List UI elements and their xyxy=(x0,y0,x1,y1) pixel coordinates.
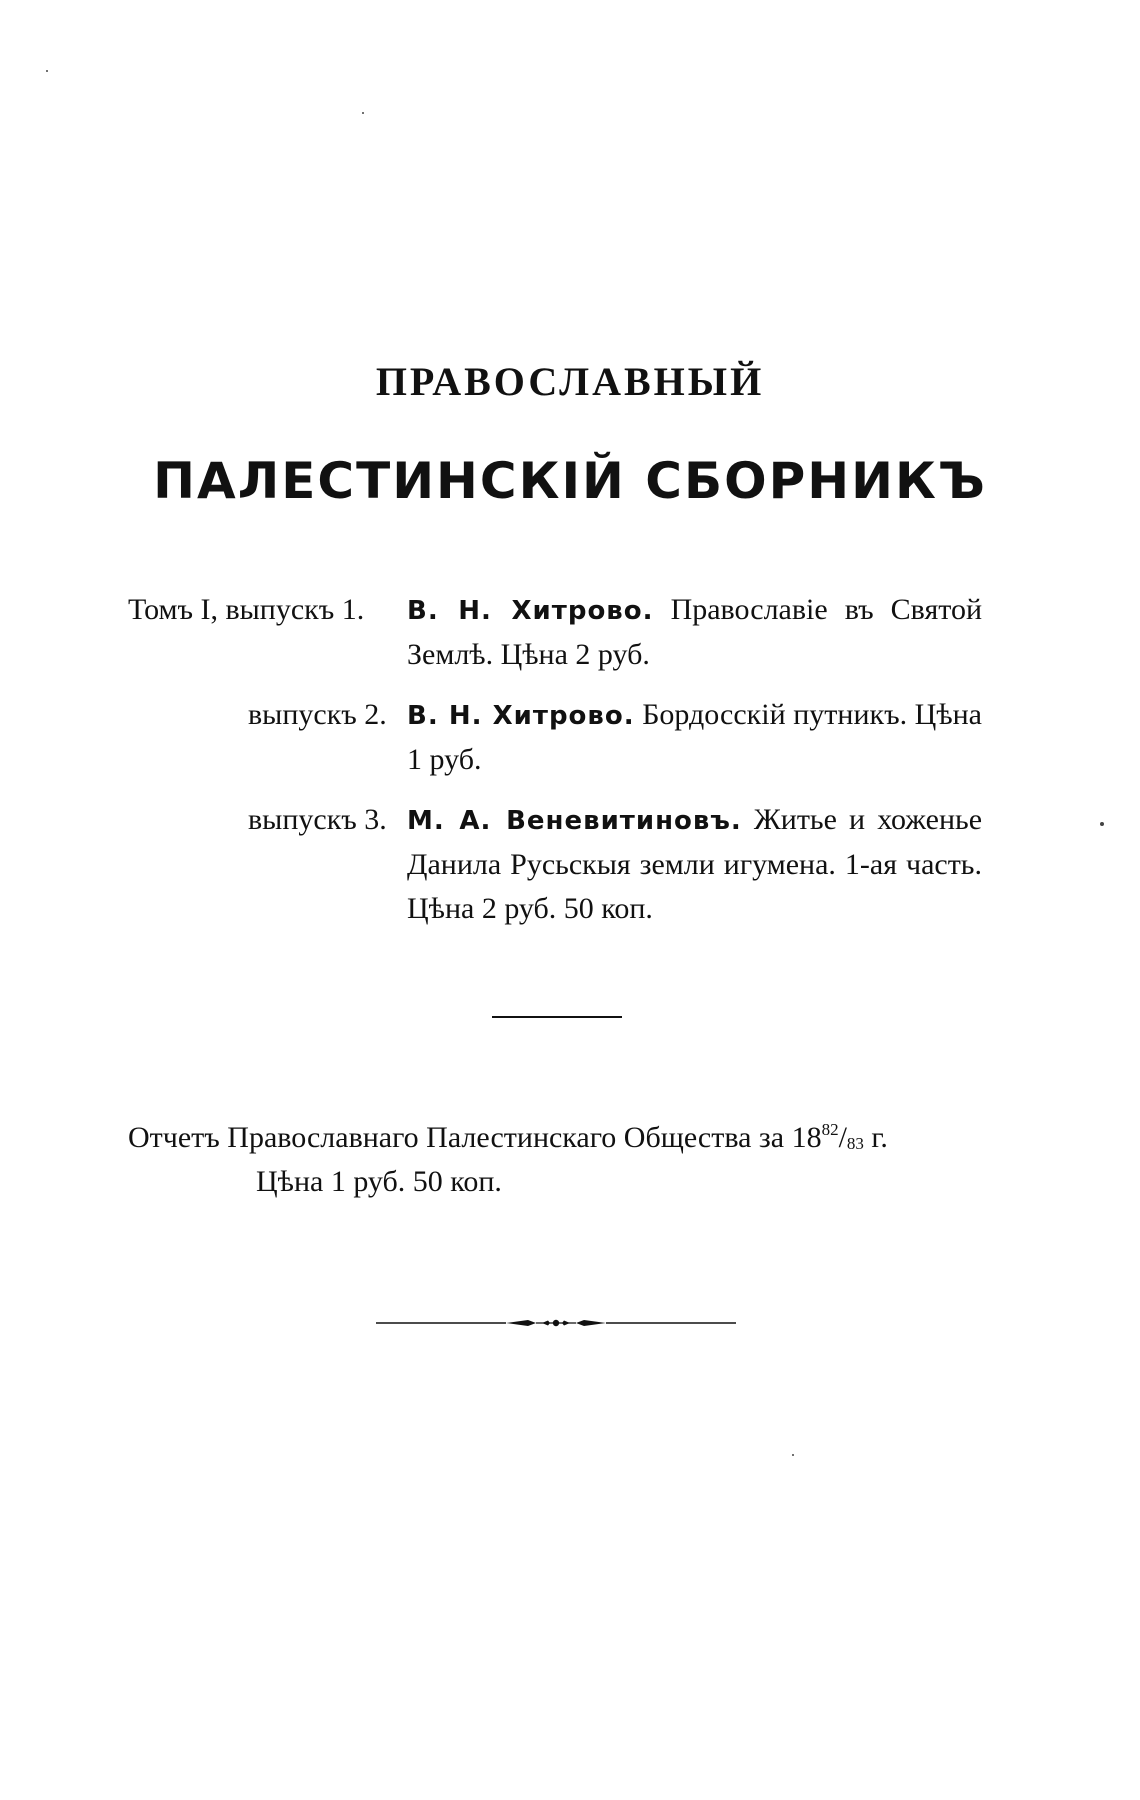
title-line-2: ПАЛЕСТИНСКІЙ СБОРНИКЪ xyxy=(153,452,987,510)
issue-2-label: выпускъ 2. xyxy=(248,698,387,731)
report-year-slash: / xyxy=(838,1121,847,1154)
report-year-sup: 82 xyxy=(821,1120,839,1139)
report-year-sub: 83 xyxy=(846,1134,864,1153)
decorative-rule-icon xyxy=(376,1313,736,1333)
report-title: Отчетъ Православнаго Палестинскаго Общества за 18 xyxy=(128,1121,822,1154)
issue-1-description xyxy=(407,588,982,677)
paper-speck xyxy=(362,112,364,114)
issue-2-text: Бордосскій путникъ. Цѣна 1 руб. xyxy=(407,698,983,776)
issue-2-author: В. Н. Хитрово. xyxy=(407,701,635,731)
report-year-suffix: г. xyxy=(863,1121,888,1154)
issue-2-description xyxy=(407,693,982,782)
volume-label: Томъ I, выпускъ 1. xyxy=(128,593,365,626)
paper-speck xyxy=(46,70,48,72)
issue-1-text: Православіе въ Святой Землѣ. Цѣна 2 руб. xyxy=(407,593,983,671)
issue-3-label: выпускъ 3. xyxy=(248,803,387,836)
issue-3-text: Житье и хоженье Данила Русьскыя земли игумена. 1-ая часть. Цѣна 2 руб. 50 коп. xyxy=(407,803,983,925)
issue-3-author: М. А. Веневитиновъ. xyxy=(407,806,742,836)
section-divider xyxy=(492,1016,622,1018)
paper-speck xyxy=(792,1454,794,1456)
issue-3-description xyxy=(407,798,982,931)
issue-1-author: В. Н. Хитрово. xyxy=(407,596,654,626)
title-line-1: ПРАВОСЛАВНЫЙ xyxy=(375,359,765,404)
report-entry xyxy=(128,1116,988,1204)
report-price: Цѣна 1 руб. 50 коп. xyxy=(256,1165,502,1198)
paper-speck xyxy=(1100,822,1104,826)
